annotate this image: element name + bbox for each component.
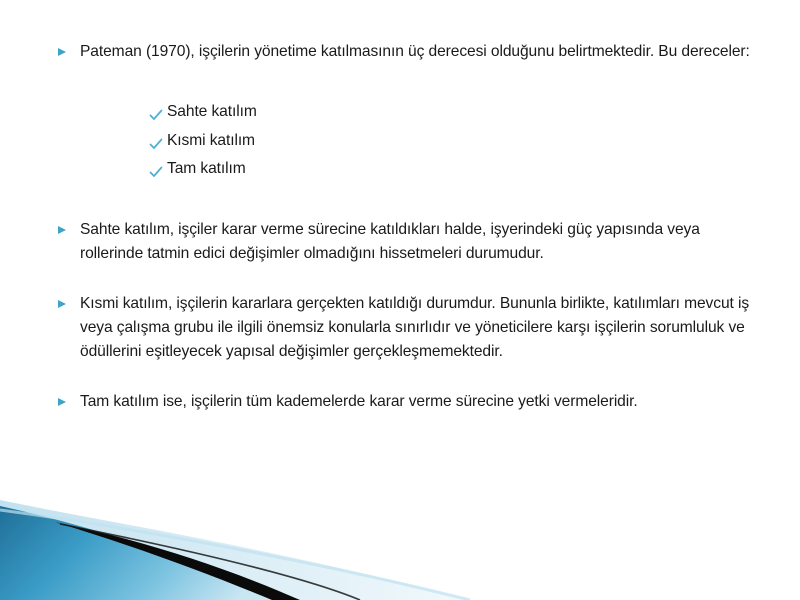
bullet-arrow-icon — [58, 292, 68, 316]
bullet-arrow-icon — [58, 218, 68, 242]
list-item — [149, 155, 756, 184]
degree-label: Tam katılım — [167, 160, 246, 177]
bullet-tam — [56, 390, 756, 414]
bullet-sahte — [56, 218, 756, 266]
bullet-text: Kısmi katılım, işçilerin kararlara gerçekten katıldığı durumdur. Bununla birlikte, katılımları mevcut iş veya çalışma grubu ile ilgili önemsiz konularla sınırlıdır ve yöneticilere karşı işçilerin sorumluluk ve ödüllerini eşitleyecek yapısal değişimler gerçekleşmemektedir. — [80, 294, 750, 360]
degree-label: Sahte katılım — [167, 103, 257, 120]
degrees-list — [56, 98, 756, 184]
checkmark-icon — [149, 104, 163, 118]
list-item — [149, 98, 756, 127]
bullet-intro — [56, 40, 756, 64]
bullet-kismi — [56, 292, 756, 364]
bullet-arrow-icon — [58, 390, 68, 414]
checkmark-icon — [149, 161, 163, 175]
degree-label: Kısmi katılım — [167, 131, 255, 149]
list-item — [149, 127, 756, 156]
bullet-text: Sahte katılım, işçiler karar verme sürecine katıldıkları halde, işyerindeki güç yapısında veya rollerinde tatmin edici değişimler olmadığını hissetmeleri durumudur. — [80, 220, 700, 262]
slide-content — [56, 40, 756, 414]
checkmark-icon — [149, 133, 163, 147]
bullet-text: Pateman (1970), işçilerin yönetime katılmasının üç derecesi olduğunu belirtmektedir. Bu dereceler: — [80, 43, 750, 60]
bullet-text: Tam katılım ise, işçilerin tüm kademelerde karar verme sürecine yetki vermeleridir. — [80, 392, 638, 410]
bullet-arrow-icon — [58, 40, 68, 64]
